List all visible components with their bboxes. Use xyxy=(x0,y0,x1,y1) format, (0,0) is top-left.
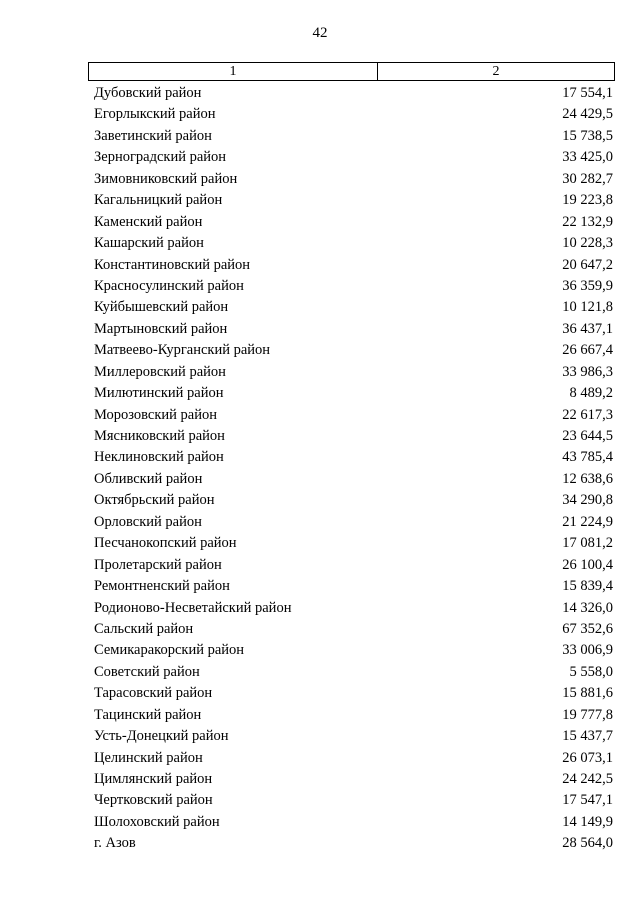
district-name: Тацинский район xyxy=(94,706,202,723)
district-value: 15 839,4 xyxy=(562,578,613,595)
column-header-1: 1 xyxy=(89,63,378,80)
district-name: Цимлянский район xyxy=(94,771,213,787)
district-value: 34 290,8 xyxy=(562,492,613,509)
table-row xyxy=(88,790,615,811)
district-name: Чертковский район xyxy=(94,792,213,809)
table-row xyxy=(88,426,615,447)
district-value: 33 986,3 xyxy=(562,363,613,380)
district-value: 15 738,5 xyxy=(562,127,613,144)
table-row xyxy=(88,748,615,769)
table-row xyxy=(88,619,615,640)
page-number: 42 xyxy=(312,25,328,41)
district-name: Куйбышевский район xyxy=(94,299,229,316)
table-header xyxy=(88,62,615,81)
district-name: Кагальницкий район xyxy=(94,192,223,209)
district-value: 26 667,4 xyxy=(562,342,613,359)
district-value: 22 132,9 xyxy=(562,213,613,230)
district-value: 23 644,5 xyxy=(562,428,613,444)
district-name: Мясниковский район xyxy=(94,428,225,444)
table-row xyxy=(88,362,615,383)
table-row xyxy=(88,383,615,404)
district-value: 20 647,2 xyxy=(562,256,613,273)
district-name: Советский район xyxy=(94,663,200,680)
district-name: Неклиновский район xyxy=(94,449,224,466)
district-name: Тарасовский район xyxy=(94,685,213,702)
district-name: Обливский район xyxy=(94,470,203,487)
column-header-2: 2 xyxy=(492,64,500,79)
district-name: Орловский район xyxy=(94,513,202,530)
district-value: 26 100,4 xyxy=(562,556,613,573)
table-row xyxy=(88,555,615,576)
district-value: 30 282,7 xyxy=(562,170,613,187)
district-name: Егорлыкский район xyxy=(94,106,216,123)
district-value: 15 881,6 xyxy=(562,685,613,702)
table-row xyxy=(88,833,615,854)
district-name: Семикаракорский район xyxy=(94,642,245,659)
table-row xyxy=(88,683,615,704)
table-row xyxy=(88,769,615,790)
district-name: Мартыновский район xyxy=(94,320,228,337)
table-row xyxy=(88,469,615,490)
table-row xyxy=(88,319,615,340)
district-name: Родионово-Несветайский район xyxy=(94,599,292,616)
district-value: 36 437,1 xyxy=(562,320,613,337)
district-value: 36 359,9 xyxy=(562,277,613,294)
table-row xyxy=(88,405,615,426)
district-value: 33 425,0 xyxy=(562,149,613,166)
table-row xyxy=(88,190,615,211)
table-row xyxy=(88,490,615,511)
district-table xyxy=(88,62,615,855)
table-row xyxy=(88,212,615,233)
district-value: 21 224,9 xyxy=(562,513,613,530)
district-name: Заветинский район xyxy=(94,127,212,144)
district-value: 24 242,5 xyxy=(562,771,613,787)
table-row xyxy=(88,640,615,661)
district-value: 24 429,5 xyxy=(562,106,613,123)
district-name: Морозовский район xyxy=(94,406,218,423)
district-value: 17 547,1 xyxy=(562,792,613,809)
table-row xyxy=(88,169,615,190)
table-row xyxy=(88,340,615,361)
district-name: Каменский район xyxy=(94,213,203,230)
table-row xyxy=(88,812,615,833)
district-value: 26 073,1 xyxy=(562,749,613,766)
table-row xyxy=(88,705,615,726)
district-name: Целинский район xyxy=(94,749,203,766)
district-value: 5 558,0 xyxy=(569,663,613,680)
district-name: Песчанокопский район xyxy=(94,535,237,552)
district-name: Милютинский район xyxy=(94,385,224,402)
table-row xyxy=(88,83,615,104)
district-name: Пролетарский район xyxy=(94,556,222,573)
table-row xyxy=(88,104,615,125)
district-name: Дубовский район xyxy=(94,85,202,101)
district-name: Сальский район xyxy=(94,620,194,637)
district-value: 10 228,3 xyxy=(562,235,613,252)
district-value: 43 785,4 xyxy=(562,449,613,466)
table-row xyxy=(88,598,615,619)
district-name: Зимовниковский район xyxy=(94,170,238,187)
district-name: Миллеровский район xyxy=(94,363,226,380)
table-row xyxy=(88,255,615,276)
district-name: Октябрьский район xyxy=(94,492,215,509)
district-value: 14 149,9 xyxy=(562,813,613,830)
table-row xyxy=(88,662,615,683)
district-name: Усть-Донецкий район xyxy=(94,728,229,745)
district-value: 28 564,0 xyxy=(562,835,613,852)
table-row xyxy=(88,447,615,468)
district-value: 22 617,3 xyxy=(562,406,613,423)
table-body xyxy=(88,83,615,855)
district-name: Константиновский район xyxy=(94,256,251,273)
table-row xyxy=(88,726,615,747)
district-value: 17 081,2 xyxy=(562,535,613,552)
table-row xyxy=(88,147,615,168)
district-name: Матвеево-Курганский район xyxy=(94,342,271,359)
table-row xyxy=(88,533,615,554)
district-name: Зерноградский район xyxy=(94,149,227,166)
district-name: Шолоховский район xyxy=(94,813,220,830)
table-row xyxy=(88,276,615,297)
table-row xyxy=(88,512,615,533)
district-value: 14 326,0 xyxy=(562,599,613,616)
district-name: Ремонтненский район xyxy=(94,578,230,595)
district-value: 17 554,1 xyxy=(562,85,613,101)
district-name: г. Азов xyxy=(94,835,136,852)
table-row xyxy=(88,233,615,254)
district-value: 19 223,8 xyxy=(562,192,613,209)
district-name: Кашарский район xyxy=(94,235,204,252)
table-row xyxy=(88,576,615,597)
district-value: 15 437,7 xyxy=(562,728,613,745)
district-value: 67 352,6 xyxy=(562,620,613,637)
district-value: 12 638,6 xyxy=(562,470,613,487)
district-name: Красносулинский район xyxy=(94,277,244,294)
district-value: 33 006,9 xyxy=(562,642,613,659)
table-row xyxy=(88,297,615,318)
district-value: 19 777,8 xyxy=(562,706,613,723)
district-value: 10 121,8 xyxy=(562,299,613,316)
table-row xyxy=(88,126,615,147)
district-value: 8 489,2 xyxy=(569,385,613,402)
